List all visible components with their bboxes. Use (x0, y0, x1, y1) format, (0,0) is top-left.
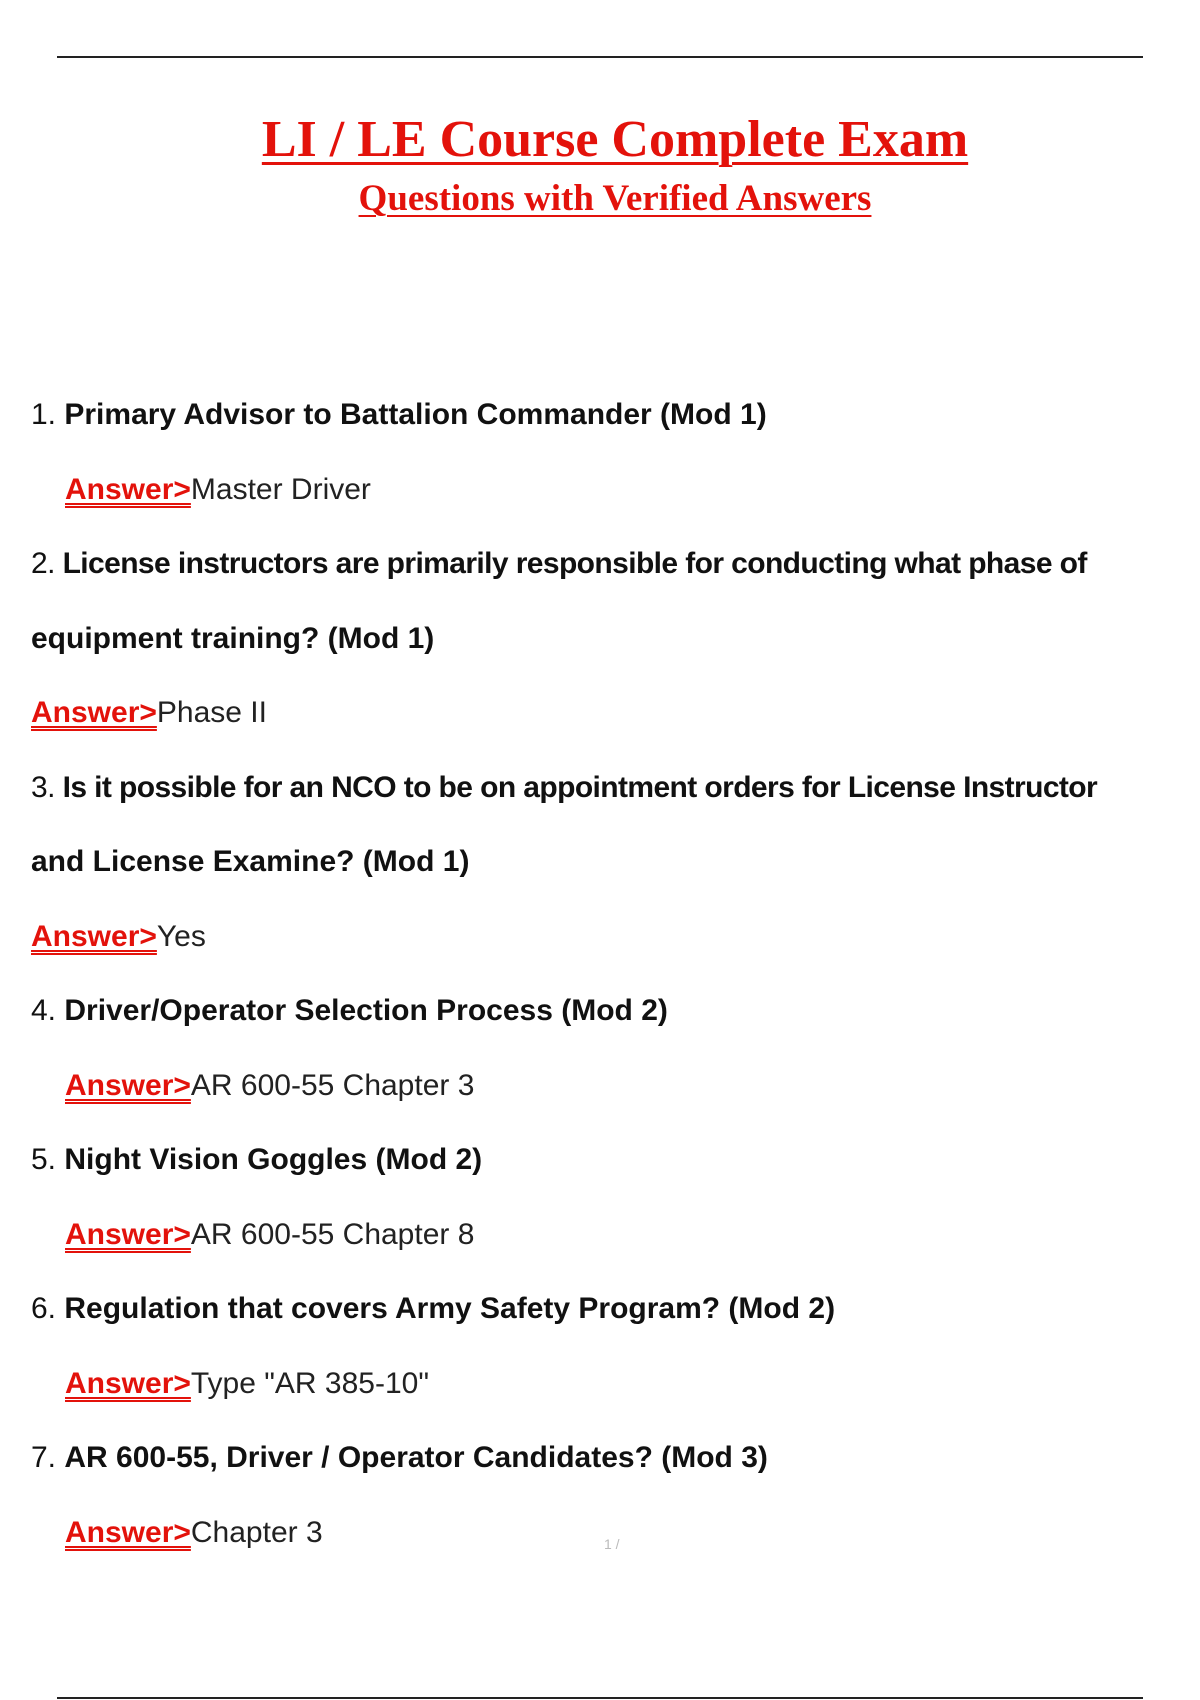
answer-text: AR 600-55 Chapter 8 (190, 1217, 475, 1251)
question-number: 3. (31, 770, 55, 804)
qa-list (31, 378, 1191, 1570)
answer-text: Chapter 3 (190, 1515, 323, 1549)
document-subtitle: Questions with Verified Answers (358, 178, 872, 219)
question-number: 2. (31, 547, 55, 580)
answer-label: Answer> (31, 696, 157, 729)
question-number: 6. (31, 1292, 57, 1325)
question-4 (31, 974, 1191, 1049)
answer-text: Yes (156, 919, 206, 953)
answer-1 (31, 453, 1191, 528)
question-1 (31, 378, 1191, 453)
answer-label: Answer> (65, 1366, 191, 1400)
question-text-line-1: License instructors are primarily responsible for conducting what phase of (62, 547, 1087, 580)
question-3 (31, 751, 1191, 826)
question-5 (31, 1123, 1191, 1198)
question-6 (31, 1272, 1191, 1347)
question-number: 7. (31, 1441, 57, 1474)
page-number-mark: 1 / (604, 1536, 620, 1552)
question-7 (31, 1421, 1191, 1496)
answer-text: Type "AR 385-10" (190, 1366, 429, 1400)
question-text: Regulation that covers Army Safety Program? (Mod 2) (64, 1292, 836, 1325)
question-number: 5. (31, 1143, 57, 1176)
answer-label: Answer> (65, 1068, 191, 1102)
question-text: AR 600-55, Driver / Operator Candidates? (Mod 3) (64, 1441, 768, 1474)
question-text: Primary Advisor to Battalion Commander (Mod 1) (64, 398, 767, 431)
title-block (0, 108, 1200, 226)
document-title: LI / LE Course Complete Exam (261, 111, 969, 168)
bottom-rule (57, 1697, 1143, 1699)
question-text: Night Vision Goggles (Mod 2) (64, 1143, 483, 1176)
question-text-line-1: Is it possible for an NCO to be on appointment orders for License Instructor (62, 770, 1098, 804)
question-number: 1. (31, 398, 57, 431)
answer-text: Phase II (156, 696, 267, 729)
answer-5 (31, 1198, 1191, 1273)
answer-6 (31, 1347, 1191, 1422)
answer-label: Answer> (65, 1515, 191, 1549)
top-rule (57, 56, 1143, 58)
answer-label: Answer> (65, 472, 191, 506)
answer-label: Answer> (31, 919, 157, 953)
question-2 (31, 527, 1191, 602)
question-number: 4. (31, 994, 57, 1027)
answer-text: Master Driver (190, 472, 371, 506)
answer-label: Answer> (65, 1217, 191, 1251)
answer-3 (31, 900, 1191, 975)
question-text: Driver/Operator Selection Process (Mod 2) (64, 994, 668, 1027)
question-3-continued: and License Examine? (Mod 1) (31, 845, 470, 878)
answer-4 (31, 1049, 1191, 1124)
answer-7 (31, 1496, 1191, 1571)
answer-2 (31, 676, 1191, 751)
answer-text: AR 600-55 Chapter 3 (190, 1068, 475, 1102)
question-2-continued: equipment training? (Mod 1) (31, 621, 435, 655)
